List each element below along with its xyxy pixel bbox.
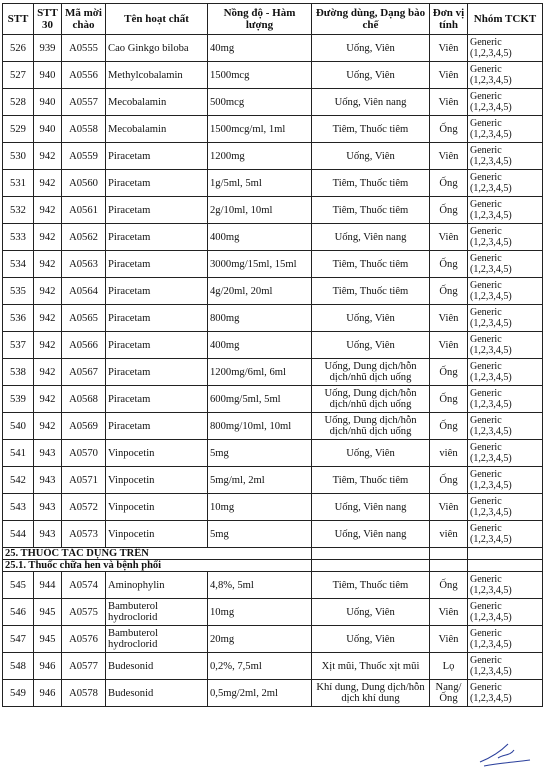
row-stt30: 939 — [34, 35, 62, 62]
header-stt30: STT 30 — [34, 4, 62, 35]
table-row — [3, 305, 543, 332]
row-concentration: 4,8%, 5ml — [208, 572, 312, 599]
table-row — [3, 332, 543, 359]
row-concentration: 4g/20ml, 20ml — [208, 278, 312, 305]
row-concentration: 600mg/5ml, 5ml — [208, 386, 312, 413]
row-route: Uống, Dung dịch/hỗn dịch/nhũ dịch uống — [312, 359, 430, 386]
section-heading: 25. THUỐC TÁC DỤNG TRÊN — [3, 548, 312, 560]
table-row — [3, 89, 543, 116]
row-unit: Viên — [430, 224, 468, 251]
row-stt30: 942 — [34, 143, 62, 170]
row-stt: 535 — [3, 278, 34, 305]
table-row — [3, 62, 543, 89]
row-stt30: 942 — [34, 386, 62, 413]
row-group: Generic (1,2,3,4,5) — [468, 467, 543, 494]
row-unit: Ống — [430, 251, 468, 278]
row-concentration: 500mcg — [208, 89, 312, 116]
row-concentration: 40mg — [208, 35, 312, 62]
row-concentration: 800mg — [208, 305, 312, 332]
row-concentration: 1500mcg — [208, 62, 312, 89]
row-code: A0568 — [62, 386, 106, 413]
row-unit: Ống — [430, 467, 468, 494]
row-group: Generic (1,2,3,4,5) — [468, 572, 543, 599]
row-stt: 531 — [3, 170, 34, 197]
row-code: A0574 — [62, 572, 106, 599]
table-row — [3, 494, 543, 521]
table-row — [3, 170, 543, 197]
row-concentration: 5mg — [208, 521, 312, 548]
row-ingredient: Bambuterol hydroclorid — [106, 599, 208, 626]
row-code: A0557 — [62, 89, 106, 116]
row-ingredient: Bambuterol hydroclorid — [106, 626, 208, 653]
row-code: A0577 — [62, 653, 106, 680]
row-concentration: 800mg/10ml, 10ml — [208, 413, 312, 440]
row-code: A0569 — [62, 413, 106, 440]
row-stt: 546 — [3, 599, 34, 626]
row-route: Uống, Viên — [312, 332, 430, 359]
row-route: Uống, Viên — [312, 305, 430, 332]
row-route: Uống, Viên nang — [312, 494, 430, 521]
row-group: Generic (1,2,3,4,5) — [468, 494, 543, 521]
row-stt30: 942 — [34, 251, 62, 278]
row-unit: Viên — [430, 89, 468, 116]
row-code: A0570 — [62, 440, 106, 467]
row-ingredient: Budesonid — [106, 680, 208, 707]
row-ingredient: Piracetam — [106, 359, 208, 386]
table-header-row — [3, 4, 543, 35]
row-unit: viên — [430, 440, 468, 467]
row-group: Generic (1,2,3,4,5) — [468, 35, 543, 62]
row-stt: 532 — [3, 197, 34, 224]
row-code: A0565 — [62, 305, 106, 332]
row-group: Generic (1,2,3,4,5) — [468, 197, 543, 224]
row-ingredient: Mecobalamin — [106, 89, 208, 116]
row-stt: 538 — [3, 359, 34, 386]
row-ingredient: Aminophylin — [106, 572, 208, 599]
row-code: A0564 — [62, 278, 106, 305]
row-group: Generic (1,2,3,4,5) — [468, 521, 543, 548]
row-ingredient: Piracetam — [106, 224, 208, 251]
row-group: Generic (1,2,3,4,5) — [468, 653, 543, 680]
row-ingredient: Piracetam — [106, 197, 208, 224]
row-ingredient: Piracetam — [106, 413, 208, 440]
subsection-heading: 25.1. Thuốc chữa hen và bệnh phổi — [3, 560, 312, 572]
subsection-heading-row — [3, 560, 543, 572]
table-row — [3, 116, 543, 143]
table-body-part-a — [3, 35, 543, 548]
row-stt: 545 — [3, 572, 34, 599]
row-code: A0559 — [62, 143, 106, 170]
section-rows — [3, 548, 543, 572]
row-stt: 540 — [3, 413, 34, 440]
row-concentration: 20mg — [208, 626, 312, 653]
row-route: Uống, Viên — [312, 35, 430, 62]
table-row — [3, 224, 543, 251]
row-ingredient: Piracetam — [106, 386, 208, 413]
row-group: Generic (1,2,3,4,5) — [468, 332, 543, 359]
table-row — [3, 413, 543, 440]
row-group: Generic (1,2,3,4,5) — [468, 440, 543, 467]
row-ingredient: Cao Ginkgo biloba — [106, 35, 208, 62]
row-concentration: 10mg — [208, 599, 312, 626]
document-page — [2, 3, 542, 707]
row-group: Generic (1,2,3,4,5) — [468, 89, 543, 116]
header-concentration: Nồng độ - Hàm lượng — [208, 4, 312, 35]
row-unit: Viên — [430, 62, 468, 89]
table-row — [3, 359, 543, 386]
row-stt30: 940 — [34, 62, 62, 89]
row-ingredient: Vinpocetin — [106, 440, 208, 467]
table-row — [3, 278, 543, 305]
header-ingredient: Tên hoạt chất — [106, 4, 208, 35]
row-route: Uống, Viên — [312, 626, 430, 653]
row-route: Uống, Dung dịch/hỗn dịch/nhũ dịch uống — [312, 413, 430, 440]
row-stt30: 946 — [34, 653, 62, 680]
row-concentration: 1200mg/6ml, 6ml — [208, 359, 312, 386]
row-ingredient: Budesonid — [106, 653, 208, 680]
row-stt: 533 — [3, 224, 34, 251]
row-unit: Viên — [430, 305, 468, 332]
row-concentration: 0,2%, 7,5ml — [208, 653, 312, 680]
table-row — [3, 35, 543, 62]
row-stt30: 942 — [34, 332, 62, 359]
row-stt: 534 — [3, 251, 34, 278]
header-group: Nhóm TCKT — [468, 4, 543, 35]
row-group: Generic (1,2,3,4,5) — [468, 599, 543, 626]
row-route: Tiêm, Thuốc tiêm — [312, 251, 430, 278]
row-code: A0576 — [62, 626, 106, 653]
row-stt30: 944 — [34, 572, 62, 599]
row-unit: Viên — [430, 494, 468, 521]
row-code: A0561 — [62, 197, 106, 224]
row-unit: viên — [430, 521, 468, 548]
row-group: Generic (1,2,3,4,5) — [468, 224, 543, 251]
table-row — [3, 440, 543, 467]
row-stt: 542 — [3, 467, 34, 494]
signature-icon — [474, 738, 534, 768]
table-row — [3, 521, 543, 548]
row-concentration: 3000mg/15ml, 15ml — [208, 251, 312, 278]
row-stt: 537 — [3, 332, 34, 359]
row-route: Uống, Dung dịch/hỗn dịch/nhũ dịch uống — [312, 386, 430, 413]
row-stt: 530 — [3, 143, 34, 170]
row-stt30: 943 — [34, 521, 62, 548]
row-ingredient: Piracetam — [106, 332, 208, 359]
row-route: Khí dung, Dung dịch/hỗn dịch khí dung — [312, 680, 430, 707]
row-concentration: 1200mg — [208, 143, 312, 170]
table-row — [3, 599, 543, 626]
row-code: A0555 — [62, 35, 106, 62]
row-stt30: 942 — [34, 305, 62, 332]
row-stt30: 943 — [34, 440, 62, 467]
row-stt: 548 — [3, 653, 34, 680]
row-unit: Ống — [430, 170, 468, 197]
row-stt30: 945 — [34, 599, 62, 626]
row-stt30: 940 — [34, 116, 62, 143]
row-code: A0573 — [62, 521, 106, 548]
row-route: Tiêm, Thuốc tiêm — [312, 278, 430, 305]
row-unit: Viên — [430, 35, 468, 62]
row-code: A0563 — [62, 251, 106, 278]
row-stt30: 942 — [34, 170, 62, 197]
row-code: A0566 — [62, 332, 106, 359]
table-row — [3, 572, 543, 599]
row-ingredient: Methylcobalamin — [106, 62, 208, 89]
header-stt: STT — [3, 4, 34, 35]
row-ingredient: Piracetam — [106, 305, 208, 332]
row-ingredient: Vinpocetin — [106, 467, 208, 494]
table-row — [3, 143, 543, 170]
row-route: Xịt mũi, Thuốc xịt mũi — [312, 653, 430, 680]
row-stt: 544 — [3, 521, 34, 548]
table-row — [3, 680, 543, 707]
row-group: Generic (1,2,3,4,5) — [468, 251, 543, 278]
row-stt: 529 — [3, 116, 34, 143]
row-stt: 528 — [3, 89, 34, 116]
row-stt30: 942 — [34, 278, 62, 305]
table-row — [3, 197, 543, 224]
table-body-part-b — [3, 572, 543, 707]
row-unit: Ống — [430, 386, 468, 413]
row-stt30: 946 — [34, 680, 62, 707]
row-stt: 527 — [3, 62, 34, 89]
row-route: Tiêm, Thuốc tiêm — [312, 116, 430, 143]
row-ingredient: Vinpocetin — [106, 494, 208, 521]
row-unit: Viên — [430, 626, 468, 653]
row-code: A0567 — [62, 359, 106, 386]
row-stt: 526 — [3, 35, 34, 62]
table-row — [3, 626, 543, 653]
row-code: A0562 — [62, 224, 106, 251]
row-stt30: 945 — [34, 626, 62, 653]
row-unit: Lọ — [430, 653, 468, 680]
row-group: Generic (1,2,3,4,5) — [468, 626, 543, 653]
row-code: A0560 — [62, 170, 106, 197]
row-code: A0571 — [62, 467, 106, 494]
row-stt30: 942 — [34, 224, 62, 251]
row-unit: Viên — [430, 332, 468, 359]
row-code: A0558 — [62, 116, 106, 143]
row-code: A0578 — [62, 680, 106, 707]
row-ingredient: Piracetam — [106, 251, 208, 278]
row-unit: Viên — [430, 599, 468, 626]
drug-list-table — [2, 3, 543, 707]
row-group: Generic (1,2,3,4,5) — [468, 170, 543, 197]
row-unit: Ống — [430, 197, 468, 224]
row-route: Uống, Viên nang — [312, 521, 430, 548]
table-row — [3, 386, 543, 413]
row-stt30: 942 — [34, 413, 62, 440]
row-group: Generic (1,2,3,4,5) — [468, 305, 543, 332]
row-code: A0575 — [62, 599, 106, 626]
row-route: Tiêm, Thuốc tiêm — [312, 170, 430, 197]
row-route: Uống, Viên — [312, 62, 430, 89]
row-group: Generic (1,2,3,4,5) — [468, 116, 543, 143]
header-unit: Đơn vị tính — [430, 4, 468, 35]
row-stt: 539 — [3, 386, 34, 413]
row-group: Generic (1,2,3,4,5) — [468, 62, 543, 89]
row-ingredient: Mecobalamin — [106, 116, 208, 143]
row-unit: Ống — [430, 572, 468, 599]
row-ingredient: Piracetam — [106, 278, 208, 305]
row-concentration: 1g/5ml, 5ml — [208, 170, 312, 197]
row-unit: Ống — [430, 278, 468, 305]
row-group: Generic (1,2,3,4,5) — [468, 413, 543, 440]
row-concentration: 1500mcg/ml, 1ml — [208, 116, 312, 143]
row-stt: 536 — [3, 305, 34, 332]
row-unit: Viên — [430, 143, 468, 170]
row-unit: Ống — [430, 359, 468, 386]
row-concentration: 400mg — [208, 224, 312, 251]
row-group: Generic (1,2,3,4,5) — [468, 143, 543, 170]
header-route: Đường dùng, Dạng bào chế — [312, 4, 430, 35]
header-code: Mã mời chào — [62, 4, 106, 35]
row-code: A0572 — [62, 494, 106, 521]
row-concentration: 0,5mg/2ml, 2ml — [208, 680, 312, 707]
row-stt30: 943 — [34, 467, 62, 494]
row-stt: 543 — [3, 494, 34, 521]
row-ingredient: Piracetam — [106, 170, 208, 197]
table-row — [3, 251, 543, 278]
row-group: Generic (1,2,3,4,5) — [468, 680, 543, 707]
row-route: Uống, Viên nang — [312, 89, 430, 116]
row-concentration: 10mg — [208, 494, 312, 521]
row-group: Generic (1,2,3,4,5) — [468, 278, 543, 305]
row-concentration: 2g/10ml, 10ml — [208, 197, 312, 224]
row-ingredient: Vinpocetin — [106, 521, 208, 548]
row-route: Tiêm, Thuốc tiêm — [312, 467, 430, 494]
row-unit: Ống — [430, 116, 468, 143]
row-route: Tiêm, Thuốc tiêm — [312, 572, 430, 599]
row-stt: 549 — [3, 680, 34, 707]
section-heading-row — [3, 548, 543, 560]
row-group: Generic (1,2,3,4,5) — [468, 359, 543, 386]
row-stt30: 942 — [34, 359, 62, 386]
row-stt30: 943 — [34, 494, 62, 521]
row-concentration: 5mg — [208, 440, 312, 467]
row-route: Uống, Viên — [312, 440, 430, 467]
table-row — [3, 653, 543, 680]
row-stt30: 940 — [34, 89, 62, 116]
row-route: Uống, Viên nang — [312, 224, 430, 251]
row-concentration: 400mg — [208, 332, 312, 359]
row-route: Uống, Viên — [312, 143, 430, 170]
row-route: Tiêm, Thuốc tiêm — [312, 197, 430, 224]
row-route: Uống, Viên — [312, 599, 430, 626]
row-stt: 541 — [3, 440, 34, 467]
row-code: A0556 — [62, 62, 106, 89]
row-stt: 547 — [3, 626, 34, 653]
row-unit: Nang/ Ống — [430, 680, 468, 707]
row-group: Generic (1,2,3,4,5) — [468, 386, 543, 413]
row-stt30: 942 — [34, 197, 62, 224]
row-unit: Ống — [430, 413, 468, 440]
row-ingredient: Piracetam — [106, 143, 208, 170]
row-concentration: 5mg/ml, 2ml — [208, 467, 312, 494]
table-row — [3, 467, 543, 494]
